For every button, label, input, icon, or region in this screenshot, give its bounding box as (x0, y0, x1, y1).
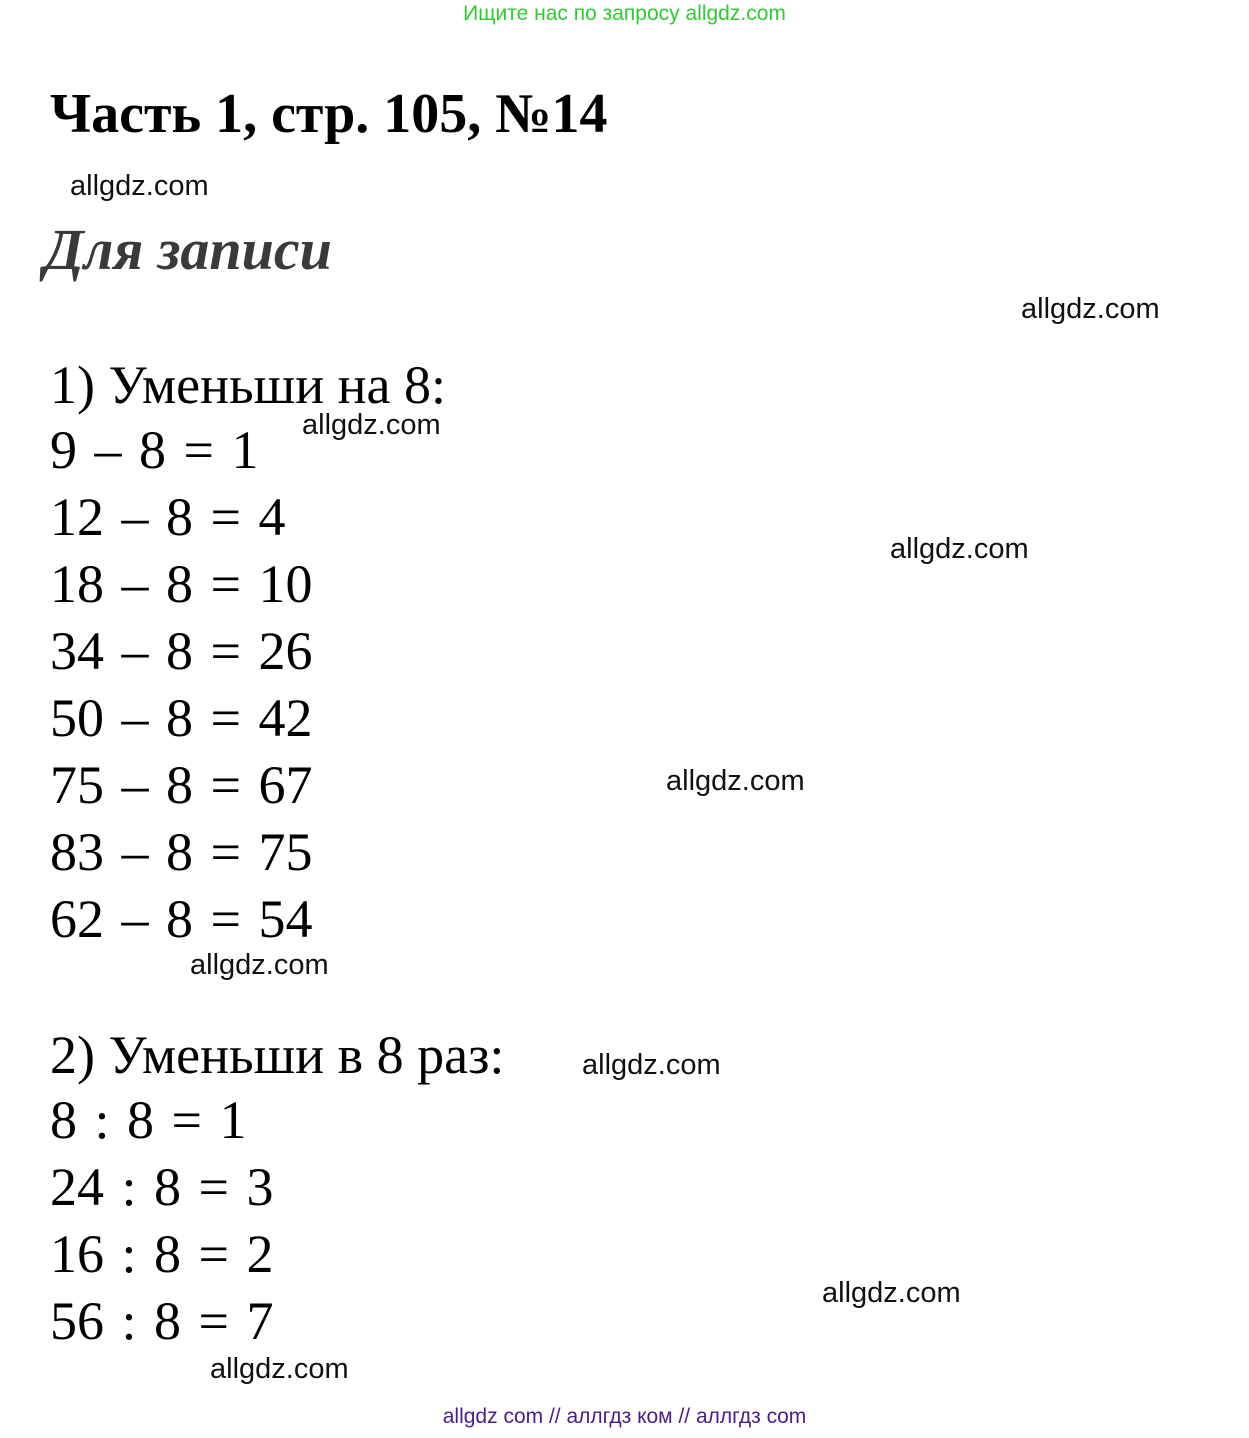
equation-line: 75 – 8 = 67 (50, 755, 313, 815)
top-banner[interactable]: Ищите нас по запросу allgdz.com (463, 2, 786, 25)
watermark: allgdz.com (822, 1277, 961, 1309)
equation-line: 34 – 8 = 26 (50, 621, 313, 681)
equation-line: 16 : 8 = 2 (50, 1224, 274, 1284)
equation-line: 50 – 8 = 42 (50, 688, 313, 748)
subtitle: Для записи (44, 217, 332, 282)
equation-line: 62 – 8 = 54 (50, 889, 313, 949)
section-1-heading: 1) Уменьши на 8: (50, 355, 446, 415)
watermark: allgdz.com (210, 1353, 349, 1385)
watermark: allgdz.com (190, 949, 329, 981)
equation-line: 18 – 8 = 10 (50, 554, 313, 614)
watermark: allgdz.com (582, 1049, 721, 1081)
footer-links[interactable]: allgdz com // аллгдз ком // аллгдз com (442, 1405, 807, 1428)
watermark: allgdz.com (666, 765, 805, 797)
watermark: allgdz.com (302, 409, 441, 441)
equation-line: 83 – 8 = 75 (50, 822, 313, 882)
watermark: allgdz.com (70, 170, 209, 202)
equation-line: 24 : 8 = 3 (50, 1157, 274, 1217)
equation-line: 9 – 8 = 1 (50, 420, 259, 480)
watermark: allgdz.com (890, 533, 1029, 565)
equation-line: 56 : 8 = 7 (50, 1291, 274, 1351)
section-2-heading: 2) Уменьши в 8 раз: (50, 1025, 505, 1085)
page-title: Часть 1, стр. 105, №14 (50, 83, 608, 145)
watermark: allgdz.com (1021, 293, 1160, 325)
equation-line: 8 : 8 = 1 (50, 1090, 247, 1150)
equation-line: 12 – 8 = 4 (50, 487, 286, 547)
